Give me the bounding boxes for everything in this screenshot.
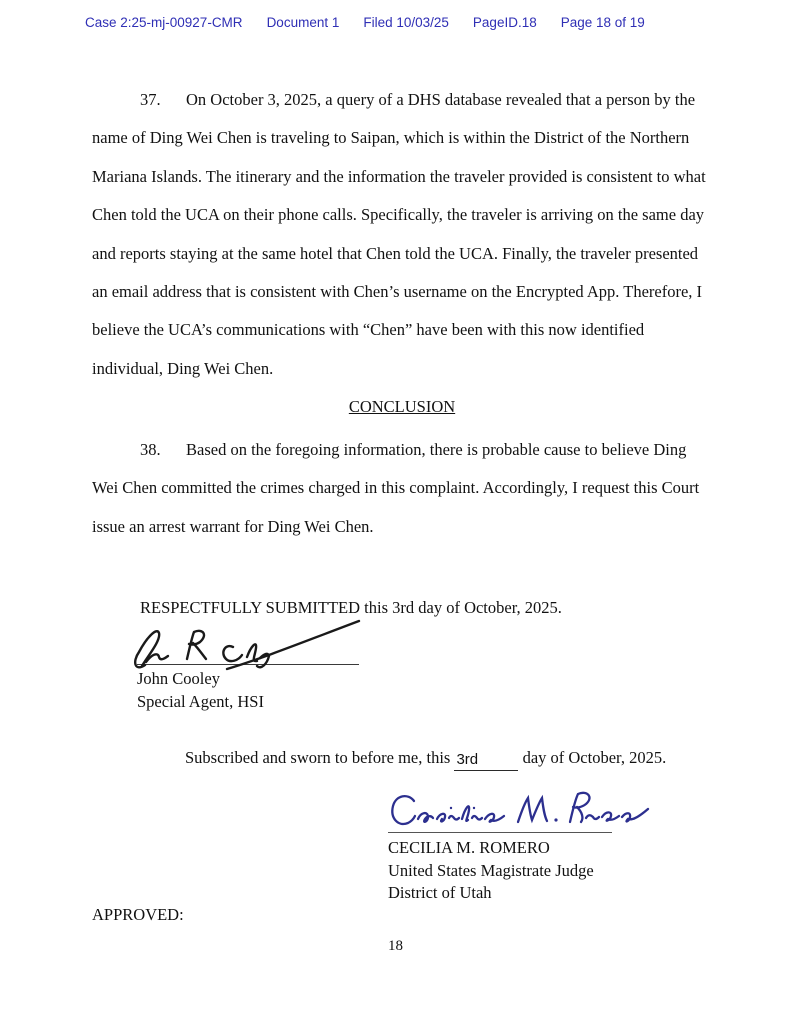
conclusion-heading [92, 388, 712, 427]
page-id: PageID.18 [472, 15, 537, 30]
case-number: Case 2:25-mj-00927-CMR [85, 15, 243, 30]
jurat-after-text: day of October, 2025. [522, 748, 667, 767]
jurat-day-field: 3rd [454, 750, 518, 771]
conclusion-heading-text: CONCLUSION [348, 397, 456, 416]
paragraph-38 [92, 431, 712, 546]
judge-district: District of Utah [388, 883, 492, 903]
judge-signature-block [388, 789, 688, 905]
filed-date: Filed 10/03/25 [363, 15, 449, 30]
case-header [85, 15, 645, 30]
document-body [92, 81, 712, 905]
agent-signature-block [92, 619, 712, 713]
judge-title: United States Magistrate Judge [388, 860, 594, 880]
judge-signature-line [388, 832, 612, 833]
paragraph-38-number: 38. [140, 440, 161, 459]
jurat-line [92, 739, 712, 777]
page-count: Page 18 of 19 [560, 15, 645, 30]
jurat-before-text: Subscribed and sworn to before me, this [185, 748, 451, 767]
paragraph-38-text: Based on the foregoing information, there is probable cause to believe Ding Wei Chen committed the crimes charged in this complaint. Accordingly, I request this Court issue an arrest warrant for Ding Wei Chen. [92, 440, 700, 536]
approved-label: APPROVED: [92, 905, 184, 924]
paragraph-37-number: 37. [140, 90, 161, 109]
document-number: Document 1 [266, 15, 340, 30]
judge-signature-ink [384, 789, 650, 837]
page-number: 18 [388, 938, 403, 954]
judge-name: CECILIA M. ROMERO [388, 838, 550, 858]
agent-name: John Cooley [137, 669, 220, 688]
agent-title: Special Agent, HSI [137, 691, 264, 711]
agent-signature-line [137, 664, 359, 665]
paragraph-37-text: On October 3, 2025, a query of a DHS database revealed that a person by the name of Ding Wei Chen is traveling to Saipan, which is within the District of the Northern Mariana Islands. The itinerary and the information the traveler provided is consistent to what Chen told the UCA on their phone calls. Specifically, the traveler is arriving on the same day and reports staying at the same hotel that Chen told the UCA. Finally, the traveler presented an email address that is consistent with Chen’s username on the Encrypted App. Therefore, I believe the UCA’s communications with “Chen” have been with this now identified individual, Ding Wei Chen. [92, 90, 706, 378]
paragraph-37 [92, 81, 712, 388]
respectfully-submitted-line: RESPECTFULLY SUBMITTED this 3rd day of October, 2025. [140, 598, 562, 617]
